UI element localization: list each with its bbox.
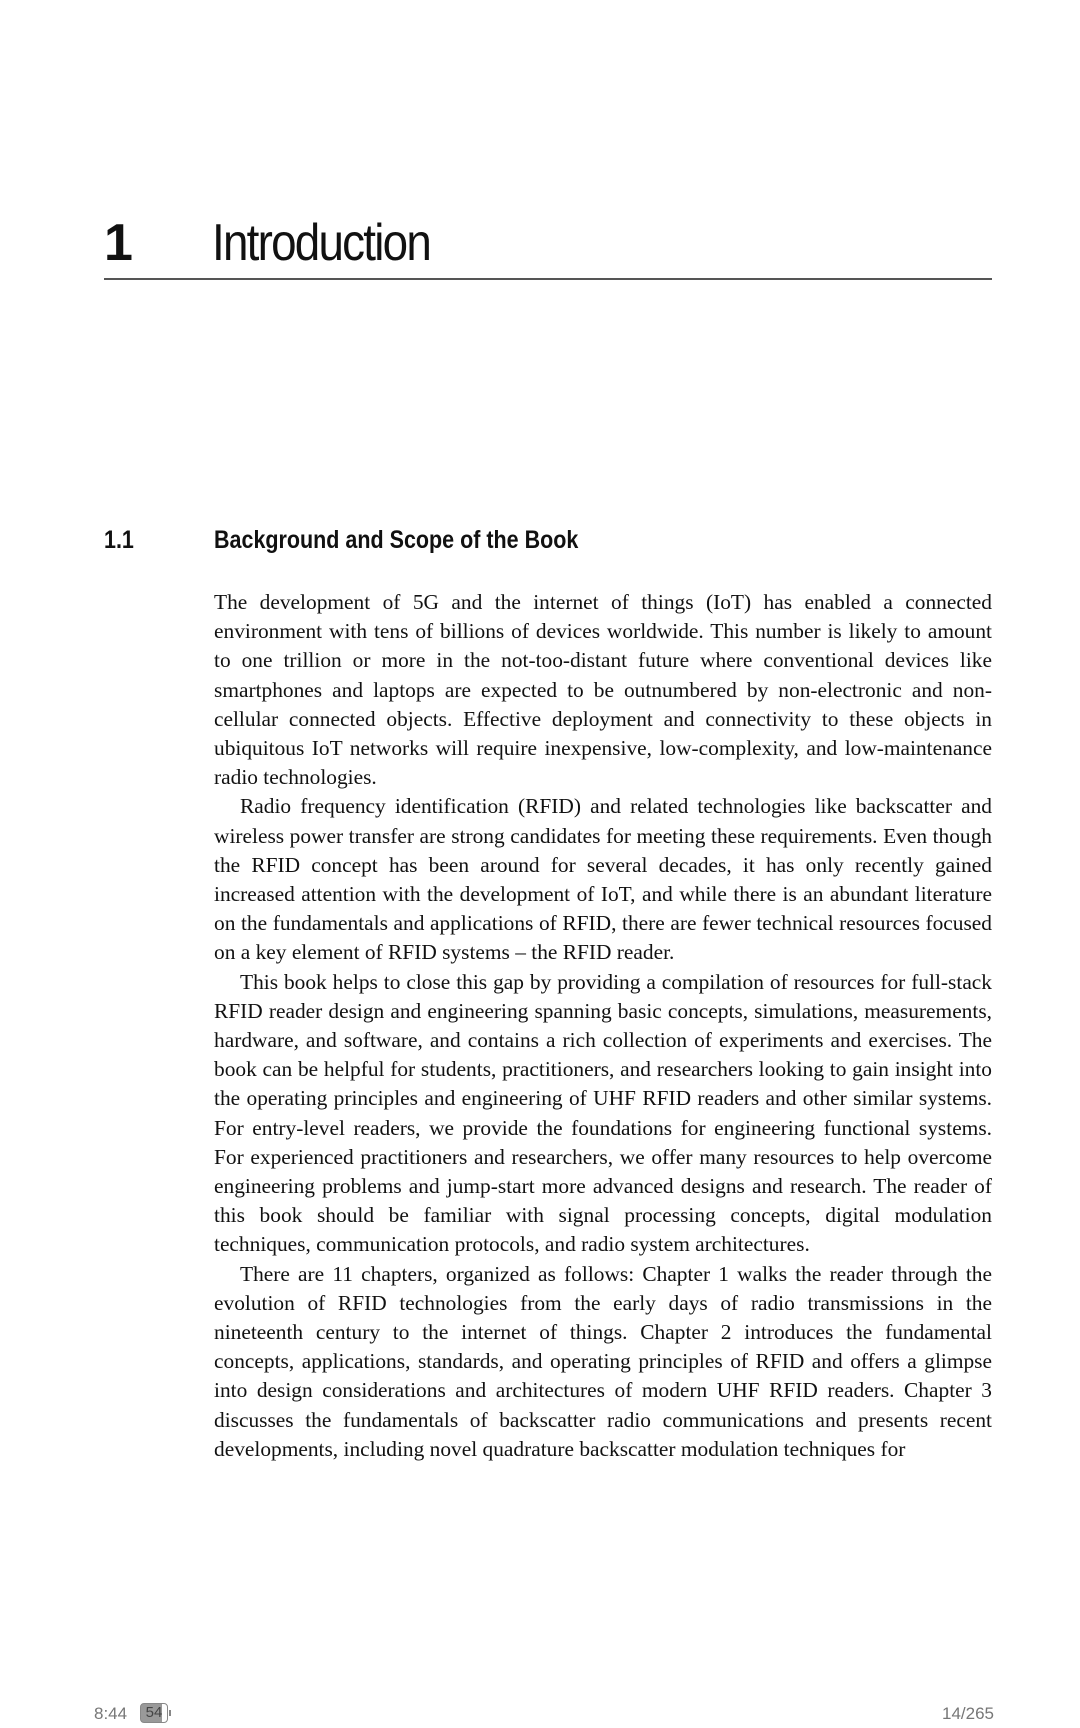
chapter-heading	[104, 212, 992, 280]
section-title: Background and Scope of the Book	[214, 526, 579, 554]
section-number: 1.1	[104, 526, 134, 554]
paragraph: The development of 5G and the internet of things (IoT) has enabled a connected environment with tens of billions of devices worldwide. This number is likely to amount to one trillion or more in the not-too-distant future where conventional devices like smartphones and laptops are expected to be outnumbered by non-electronic and non-cellular connected objects. Effective deployment and connectivity to these objects in ubiquitous IoT networks will require inexpensive, low-complexity, and low-maintenance radio technologies.	[214, 590, 992, 790]
chapter-number: 1	[104, 214, 131, 272]
clock: 8:44	[94, 1704, 128, 1723]
chapter-title: Introduction	[212, 214, 431, 272]
paragraph: Radio frequency identification (RFID) and related technologies like backscatter and wireless power transfer are strong candidates for meeting these requirements. Even though the RFID concept has been around for several decades, it has only recently gained increased attention with the development of IoT, and while there is an abundant literature on the fundamentals and applications of RFID, there are fewer technical resources focused on a key element of RFID systems – the RFID reader.	[214, 794, 992, 965]
page-indicator: 14/265	[942, 1704, 994, 1723]
body-text	[214, 588, 992, 1464]
paragraph: This book helps to close this gap by providing a compilation of resources for full-stack RFID reader design and engineering spanning basic concepts, simulations, measurements, hardware, and software, and contains a rich collection of experiments and exercises. The book can be helpful for students, practitioners, and researchers looking to gain insight into the operating principles and engineering of UHF RFID readers and other similar systems. For entry-level readers, we provide the foundations for engineering functional systems. For experienced practitioners and researchers, we offer many resources to help overcome engineering problems and jump-start more advanced designs and research. The reader of this book should be familiar with signal processing concepts, digital modulation techniques, communication protocols, and radio system architectures.	[214, 969, 992, 1257]
paragraph: There are 11 chapters, organized as follows: Chapter 1 walks the reader through the evolution of RFID technologies from the early days of radio transmissions in the nineteenth century to the internet of things. Chapter 2 introduces the fundamental concepts, applications, standards, and operating principles of RFID and offers a glimpse into design considerations and architectures of modern UHF RFID readers. Chapter 3 discusses the fundamentals of backscatter radio communications and presents recent developments, including novel quadrature backscatter modulation techniques for	[214, 1261, 992, 1461]
battery-icon: 54	[140, 1703, 168, 1723]
